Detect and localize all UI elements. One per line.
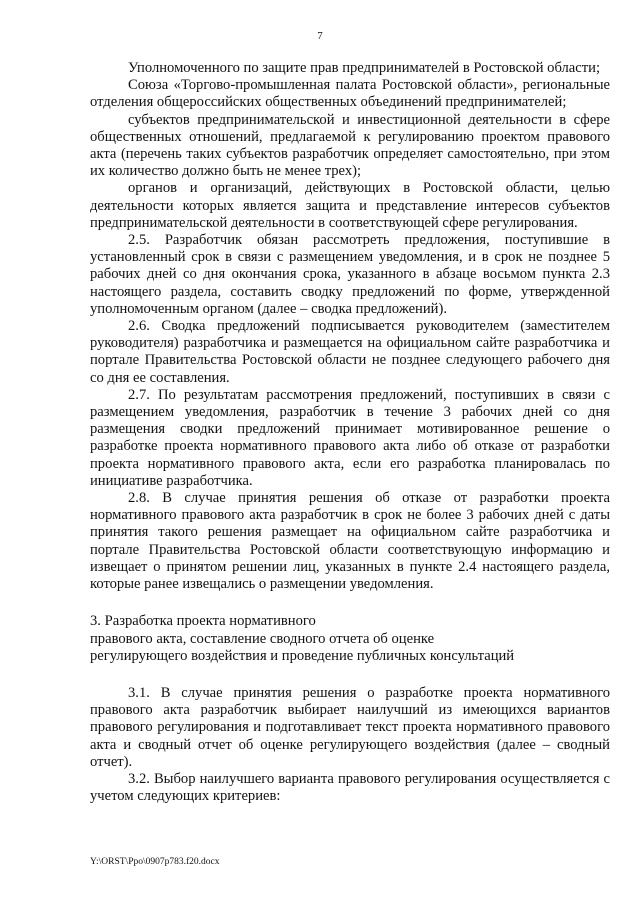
section-heading-line: правового акта, составление сводного отчета об оценке (90, 630, 435, 647)
section-heading (90, 613, 610, 665)
paragraph-2-6: 2.6. Сводка предложений подписывается руководителем (заместителем руководителя) разработчика и размещается на официальном сайте разработчика и портале Правительства Ростовской области не позднее следующего рабочего дня со дня ее составления. (90, 318, 610, 386)
document-body (90, 60, 610, 805)
paragraph-3-1: 3.1. В случае принятия решения о разработке проекта нормативного правового акта разработчик выбирает наилучший из имеющихся вариантов правового регулирования и подготавливает текст проекта нормативного правового акта и сводный отчет об оценке регулирующего воздействия (далее – сводный отчет). (90, 684, 610, 770)
section-heading-line: 3. Разработка проекта нормативного (90, 613, 316, 630)
paragraph: органов и организаций, действующих в Ростовской области, целью деятельности которых является защита и представление интересов субъектов предпринимательской деятельности в соответствующей сфере регулирования. (90, 180, 610, 231)
paragraph: субъектов предпринимательской и инвестиционной деятельности в сфере общественных отношений, предлагаемой к регулированию проектом правового акта (перечень таких субъектов разработчик определяет самостоятельно, при этом их количество должно быть не менее трех); (90, 111, 610, 180)
paragraph: Союза «Торгово-промышленная палата Ростовской области», региональные отделения общероссийских общественных объединений предпринимателей; (90, 77, 610, 111)
section-heading-line: регулирующего воздействия и проведение публичных консультаций (90, 647, 515, 664)
paragraph-3-2: 3.2. Выбор наилучшего варианта правового регулирования осуществляется с учетом следующих критериев: (90, 770, 610, 805)
paragraph: Уполномоченного по защите прав предпринимателей в Ростовской области; (128, 60, 601, 76)
paragraph-2-7: 2.7. По результатам рассмотрения предложений, поступивших в связи с размещением уведомления, разработчик в течение 3 рабочих дней со дня размещения сводки предложений принимает мотивированное решение о разработке проекта нормативного правового акта либо об отказе от разработки проекта нормативного правового акта, если его разработка планировалась по инициативе разработчика. (90, 386, 610, 489)
page-number: 7 (317, 30, 323, 42)
paragraph-2-5: 2.5. Разработчик обязан рассмотреть предложения, поступившие в установленный срок в связи с размещением уведомления, и в срок не позднее 5 рабочих дней со дня окончания срока, указанного в абзаце восьмом пункта 2.3 настоящего раздела, составить сводку предложений по форме, утвержденной уполномоченным органом (далее – сводка предложений). (90, 232, 610, 317)
footer-file-path: Y:\ORST\Ppo\0907p783.f20.docx (90, 857, 220, 867)
paragraph-2-8: 2.8. В случае принятия решения об отказе от разработки проекта нормативного правового акта разработчик в срок не более 3 рабочих дней с даты принятия такого решения размещает на официальном сайте разработчика и портале Правительства Ростовской области соответствующую информацию и извещает о принятом решении лиц, указанных в пункте 2.4 настоящего раздела, которые ранее извещались о размещении уведомления. (90, 490, 610, 593)
